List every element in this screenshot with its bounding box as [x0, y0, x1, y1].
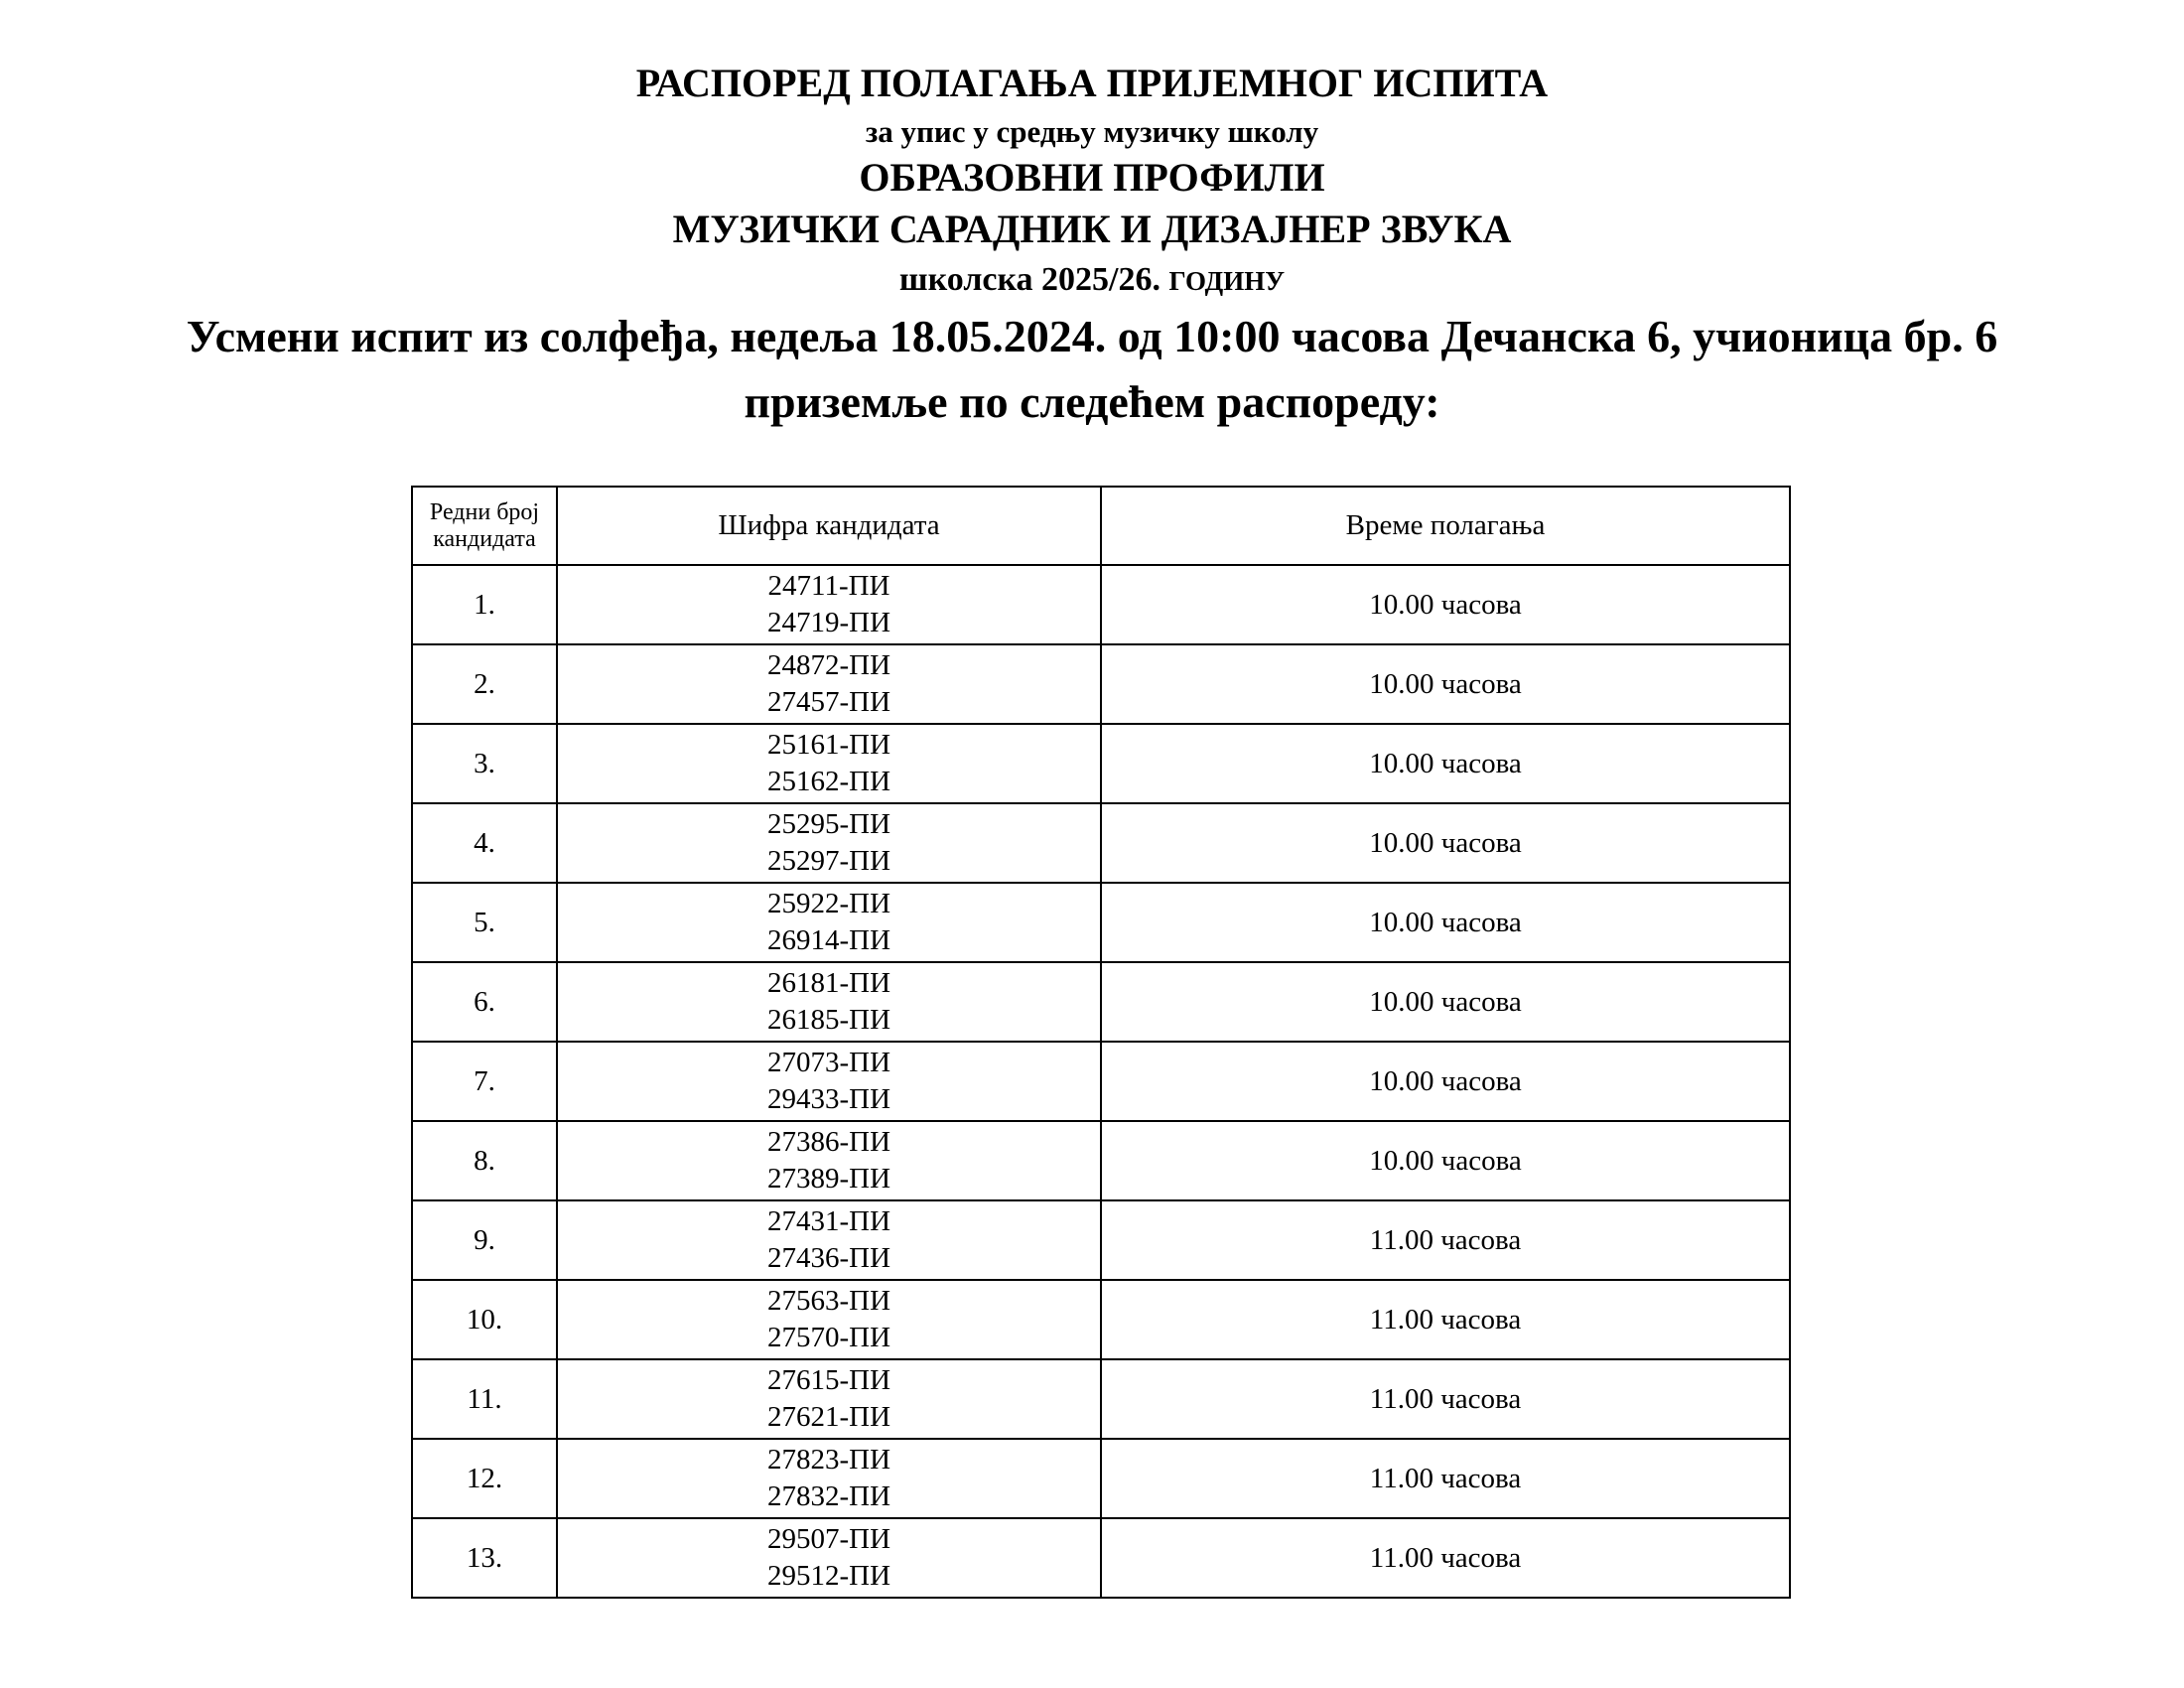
schedule-table [411, 486, 1791, 1599]
row-number: 8. [412, 1121, 557, 1200]
candidate-codes [557, 962, 1101, 1042]
table-row [412, 1121, 1790, 1200]
candidate-codes [557, 724, 1101, 803]
table-row [412, 1042, 1790, 1121]
candidate-code: 29507-ПИ [766, 1523, 891, 1555]
candidate-codes [557, 1121, 1101, 1200]
candidate-codes [557, 1518, 1101, 1598]
candidate-code: 24872-ПИ [766, 649, 891, 681]
column-header-number-line-1: Редни број [429, 498, 540, 525]
candidate-code: 26181-ПИ [766, 967, 891, 999]
candidate-code: 27823-ПИ [766, 1444, 891, 1476]
candidate-codes [557, 1439, 1101, 1518]
table-row [412, 883, 1790, 962]
candidate-code: 24719-ПИ [766, 607, 891, 638]
candidate-code: 27832-ПИ [766, 1480, 891, 1512]
exam-time: 10.00 часова [1101, 644, 1790, 724]
candidate-code: 27436-ПИ [766, 1242, 891, 1274]
candidate-codes [557, 565, 1101, 644]
table-row [412, 962, 1790, 1042]
table-row [412, 565, 1790, 644]
exam-time: 10.00 часова [1101, 1121, 1790, 1200]
exam-time: 11.00 часова [1101, 1280, 1790, 1359]
exam-time: 11.00 часова [1101, 1200, 1790, 1280]
candidate-codes [557, 1200, 1101, 1280]
candidate-code: 27389-ПИ [766, 1163, 891, 1195]
candidate-codes [557, 1359, 1101, 1439]
candidate-code: 25297-ПИ [766, 845, 891, 877]
candidate-codes [557, 1280, 1101, 1359]
candidate-code: 25161-ПИ [766, 729, 891, 761]
table-row [412, 1518, 1790, 1598]
candidate-codes [557, 1042, 1101, 1121]
candidate-code: 27615-ПИ [766, 1364, 891, 1396]
candidate-code: 27431-ПИ [766, 1205, 891, 1237]
row-number: 12. [412, 1439, 557, 1518]
exam-info-line-1: Усмени испит из солфеђа, недеља 18.05.2024. од 10:00 часова Дечанска 6, учионица бр. 6 [186, 311, 1998, 361]
candidate-code: 27563-ПИ [766, 1285, 891, 1317]
exam-time: 10.00 часова [1101, 1042, 1790, 1121]
candidate-code: 26185-ПИ [766, 1004, 891, 1036]
candidate-codes [557, 803, 1101, 883]
row-number: 1. [412, 565, 557, 644]
row-number: 7. [412, 1042, 557, 1121]
candidate-code: 29512-ПИ [766, 1560, 891, 1592]
table-body [412, 565, 1790, 1598]
candidate-code: 24711-ПИ [767, 570, 890, 602]
exam-time: 11.00 часова [1101, 1518, 1790, 1598]
candidate-codes [557, 883, 1101, 962]
row-number: 10. [412, 1280, 557, 1359]
document-title: РАСПОРЕД ПОЛАГАЊА ПРИЈЕМНОГ ИСПИТА [635, 61, 1549, 105]
candidate-code: 27570-ПИ [766, 1322, 891, 1353]
exam-info-line-2: приземље по следећем распореду: [744, 376, 1440, 427]
column-header-time: Време полагања [1101, 487, 1790, 565]
school-year-main: школска 2025/26. [898, 261, 1161, 298]
candidate-code: 25295-ПИ [766, 808, 891, 840]
candidate-codes [557, 644, 1101, 724]
row-number: 6. [412, 962, 557, 1042]
school-year [0, 261, 2184, 299]
table-row [412, 644, 1790, 724]
candidate-code: 25922-ПИ [766, 888, 891, 919]
row-number: 11. [412, 1359, 557, 1439]
column-header-number [412, 487, 557, 565]
exam-time: 10.00 часова [1101, 883, 1790, 962]
candidate-code: 27386-ПИ [766, 1126, 891, 1158]
table-row [412, 1439, 1790, 1518]
candidate-code: 27621-ПИ [766, 1401, 891, 1433]
candidate-code: 25162-ПИ [766, 766, 891, 797]
school-year-suffix: ГОДИНУ [1168, 266, 1286, 296]
table-header-row [412, 487, 1790, 565]
table-row [412, 724, 1790, 803]
row-number: 3. [412, 724, 557, 803]
candidate-code: 27457-ПИ [766, 686, 891, 718]
profile-heading: ОБРАЗОВНИ ПРОФИЛИ [859, 155, 1325, 200]
exam-time: 10.00 часова [1101, 565, 1790, 644]
row-number: 2. [412, 644, 557, 724]
exam-time: 11.00 часова [1101, 1439, 1790, 1518]
table-row [412, 803, 1790, 883]
column-header-number-line-2: кандидата [433, 525, 536, 552]
candidate-code: 27073-ПИ [766, 1047, 891, 1078]
row-number: 13. [412, 1518, 557, 1598]
profile-name: МУЗИЧКИ САРАДНИК И ДИЗАЈНЕР ЗВУКА [672, 207, 1512, 251]
row-number: 9. [412, 1200, 557, 1280]
document-subtitle: за упис у средњу музичку школу [865, 114, 1319, 149]
candidate-code: 29433-ПИ [766, 1083, 891, 1115]
table-row [412, 1200, 1790, 1280]
row-number: 4. [412, 803, 557, 883]
exam-time: 10.00 часова [1101, 962, 1790, 1042]
exam-time: 10.00 часова [1101, 803, 1790, 883]
table-row [412, 1359, 1790, 1439]
table-row [412, 1280, 1790, 1359]
exam-time: 10.00 часова [1101, 724, 1790, 803]
column-header-code: Шифра кандидата [557, 487, 1101, 565]
row-number: 5. [412, 883, 557, 962]
candidate-code: 26914-ПИ [766, 924, 891, 956]
exam-time: 11.00 часова [1101, 1359, 1790, 1439]
